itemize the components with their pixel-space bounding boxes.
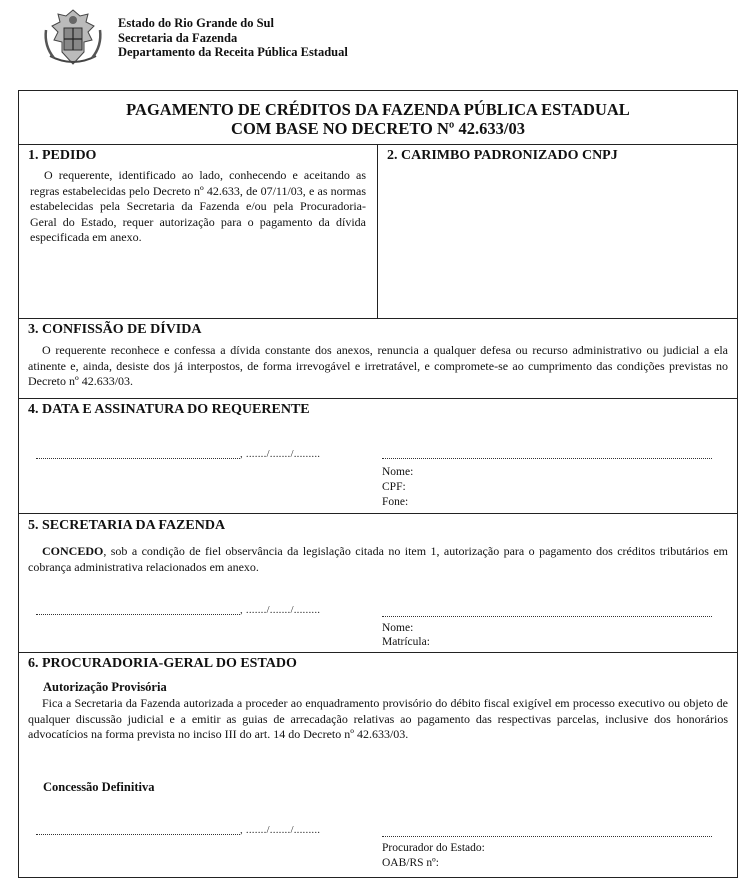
divider-1	[18, 318, 738, 319]
section-5-lead: CONCEDO	[42, 544, 104, 558]
section-3-title: 3. CONFISSÃO DE DÍVIDA	[28, 322, 202, 337]
requester-place-field[interactable]	[36, 458, 240, 459]
divider-vertical	[377, 145, 378, 318]
fazenda-signature-field[interactable]	[382, 616, 712, 617]
requester-cpf-label: CPF:	[382, 481, 406, 493]
form-title	[18, 90, 738, 145]
fazenda-date-field[interactable]: , ......./......./.........	[240, 604, 321, 616]
document-header	[40, 6, 440, 72]
state-coat-of-arms-icon	[40, 6, 106, 72]
divider-3	[18, 513, 738, 514]
requester-phone-label: Fone:	[382, 496, 409, 508]
pge-place-field[interactable]	[36, 834, 240, 835]
header-secretariat: Secretaria da Fazenda	[118, 30, 238, 45]
section-3-text: O requerente reconhece e confessa a dívida constante dos anexos, renuncia a qualquer defesa ou recurso administrativo ou judicial a ela atinente e, ainda, desiste dos já interpostos, de forma irrevogável e irretratável, e compromete-se ao cumprimento das condições previstas no Decreto nº 42.633/03.	[28, 343, 728, 389]
definitive-concession-heading: Concessão Definitiva	[43, 780, 155, 794]
section-5-body: , sob a condição de fiel observância da legislação citada no item 1, autorização para o pagamento dos créditos tributários em cobrança administrativa relacionados em anexo.	[28, 544, 728, 574]
header-state: Estado do Rio Grande do Sul	[118, 16, 274, 30]
fazenda-place-field[interactable]	[36, 614, 240, 615]
section-1-text: O requerente, identificado ao lado, conhecendo e aceitando as regras estabelecidas pelo Decreto nº 42.633, de 07/11/03, e as normas estabelecidas pela Secretaria da Fazenda e/ou pela Procuradoria-Geral do Estado, requer autorização para o pagamento da dívida especificada em anexo.	[30, 168, 366, 245]
divider-2	[18, 398, 738, 399]
title-line-2: COM BASE NO DECRETO Nº 42.633/03	[231, 119, 525, 138]
pge-date-field[interactable]: , ......./......./.........	[240, 824, 321, 836]
section-6-text: Fica a Secretaria da Fazenda autorizada a proceder ao enquadramento provisório do débito fiscal exigível em processo executivo ou objeto de qualquer discussão judicial e a emitir as guias de arrecadação relativas ao pagamento das respectivas parcelas, inclusive dos honorários advocatícios na forma prevista no inciso III do art. 14 do Decreto nº 42.633/03.	[28, 696, 728, 742]
oab-number-label: OAB/RS nº:	[382, 857, 439, 869]
divider-4	[18, 652, 738, 653]
fazenda-registration-label: Matrícula:	[382, 636, 430, 648]
requester-date-field[interactable]: , ......./......./.........	[240, 448, 321, 460]
pge-signature-field[interactable]	[382, 836, 712, 837]
fazenda-name-label: Nome:	[382, 622, 414, 634]
section-1-title: 1. PEDIDO	[28, 148, 97, 163]
section-5-title: 5. SECRETARIA DA FAZENDA	[28, 518, 226, 533]
section-5-text	[28, 544, 728, 575]
section-6-title: 6. PROCURADORIA-GERAL DO ESTADO	[28, 656, 297, 671]
cnpj-stamp-area[interactable]	[385, 170, 730, 310]
state-attorney-label: Procurador do Estado:	[382, 842, 485, 854]
header-department: Departamento da Receita Pública Estadual	[118, 45, 348, 59]
provisional-authorization-heading: Autorização Provisória	[43, 680, 167, 694]
requester-signature-field[interactable]	[382, 458, 712, 459]
section-2-title: 2. CARIMBO PADRONIZADO CNPJ	[387, 148, 618, 163]
section-4-title: 4. DATA E ASSINATURA DO REQUERENTE	[28, 402, 310, 417]
requester-name-label: Nome:	[382, 466, 414, 478]
title-line-1: PAGAMENTO DE CRÉDITOS DA FAZENDA PÚBLICA ESTADUAL	[126, 100, 630, 119]
